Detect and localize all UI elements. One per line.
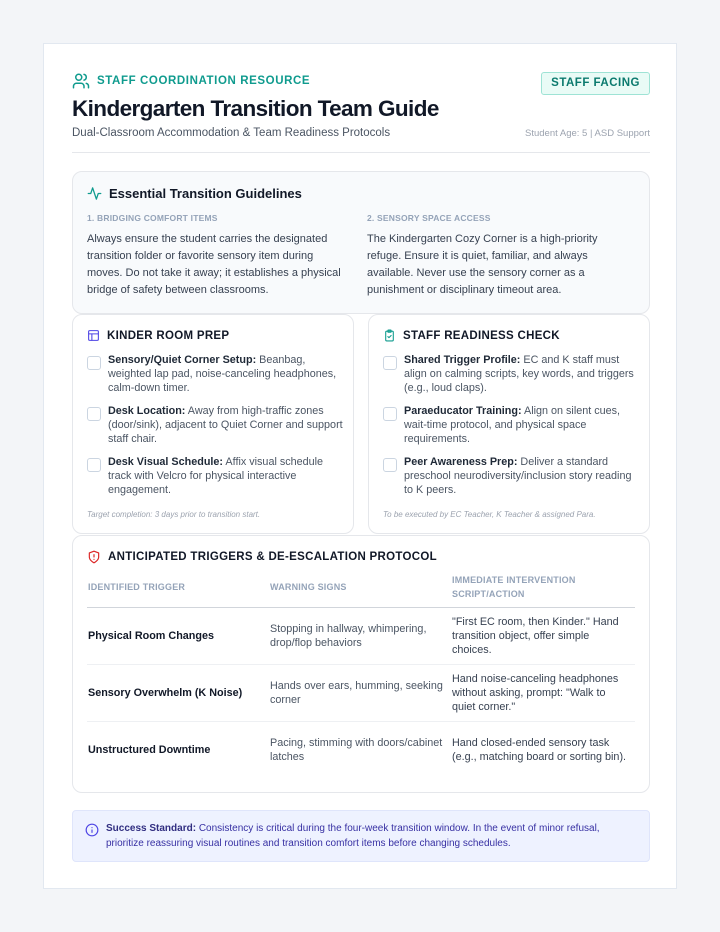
shield-alert-icon: [87, 550, 101, 564]
checklist-text: Desk Visual Schedule: Affix visual schedule track with Velcro for physical interactive engagement.: [108, 456, 324, 496]
checkbox[interactable]: [87, 407, 101, 421]
student-meta: Student Age: 5 | ASD Support: [525, 128, 650, 139]
page-subtitle: Dual-Classroom Accommodation & Team Readiness Protocols: [72, 127, 391, 139]
triggers-title: ANTICIPATED TRIGGERS & DE-ESCALATION PROTOCOL: [108, 551, 437, 563]
guidelines-heading: [87, 186, 302, 201]
guideline-item: [367, 213, 629, 299]
checkbox[interactable]: [87, 356, 101, 370]
table-row: [87, 721, 635, 778]
checklist-item: [87, 353, 343, 395]
prep-heading: [87, 329, 229, 342]
staff-readiness-card: [368, 314, 650, 534]
triggers-heading: [87, 550, 437, 564]
column-header: IDENTIFIED TRIGGER: [87, 570, 269, 607]
ready-title: STAFF READINESS CHECK: [403, 329, 560, 342]
users-icon: [72, 72, 90, 90]
trigger-cell: Unstructured Downtime: [88, 744, 211, 757]
checklist-item: [87, 455, 343, 497]
ready-footnote: To be executed by EC Teacher, K Teacher & assigned Para.: [383, 510, 596, 519]
ready-heading: [383, 329, 560, 342]
warning-cell: Stopping in hallway, whimpering, drop/flop behaviors: [269, 607, 451, 664]
layout-icon: [87, 329, 100, 342]
checklist-item: [87, 404, 343, 446]
triggers-table: [87, 570, 635, 778]
callout-label: Success Standard:: [106, 823, 197, 834]
column-header: IMMEDIATE INTERVENTION SCRIPT/ACTION: [451, 570, 635, 607]
guideline-text: Always ensure the student carries the designated transition folder or favorite sensory item during moves. Do not take it away; it establishes a physical bridge of safety between classrooms.: [87, 233, 341, 296]
checklist-text: Paraeducator Training: Align on silent cues, wait-time protocol, and physical space requirements.: [404, 405, 621, 445]
guideline-label: 2. SENSORY SPACE ACCESS: [367, 213, 491, 223]
callout-text: [106, 821, 640, 851]
kinder-room-prep-card: [72, 314, 354, 534]
activity-icon: [87, 186, 102, 201]
checklist-text: Peer Awareness Prep: Deliver a standard preschool neurodiversity/inclusion story reading to K peers.: [404, 456, 632, 496]
page-title: Kindergarten Transition Team Guide: [72, 96, 439, 121]
intervention-cell: Hand closed-ended sensory task (e.g., matching board or sorting bin).: [452, 737, 627, 764]
eyebrow-label: STAFF COORDINATION RESOURCE: [97, 75, 311, 87]
intervention-cell: "First EC room, then Kinder." Hand transition object, offer simple choices.: [451, 607, 635, 664]
guideline-label: 1. BRIDGING COMFORT ITEMS: [87, 213, 218, 223]
intervention-cell: Hand noise-canceling headphones without asking, prompt: "Walk to quiet corner.": [451, 664, 635, 721]
checklist-item: [383, 404, 639, 446]
guidelines-card: [72, 171, 650, 314]
guidelines-title: Essential Transition Guidelines: [109, 186, 302, 201]
checklist-item: [383, 353, 639, 395]
warning-cell: Hands over ears, humming, seeking corner: [269, 664, 451, 721]
trigger-cell: Physical Room Changes: [87, 607, 269, 664]
checklist-text: Desk Location: Away from high-traffic zones (door/sink), adjacent to Quiet Corner and support staff chair.: [108, 405, 343, 445]
guideline-item: [87, 213, 349, 299]
triggers-card: [72, 535, 650, 793]
header: [72, 72, 650, 141]
info-icon: [85, 823, 99, 837]
table-header-row: [87, 570, 635, 607]
success-callout: [72, 810, 650, 862]
clipboard-check-icon: [383, 329, 396, 342]
table-row: [87, 607, 635, 664]
prep-title: KINDER ROOM PREP: [107, 329, 230, 342]
warning-cell: Pacing, stimming with doors/cabinet latches: [270, 737, 443, 764]
checklist-item: [383, 455, 639, 497]
table-row: [87, 664, 635, 721]
checkbox[interactable]: [87, 458, 101, 472]
header-divider: [72, 152, 650, 153]
checkbox[interactable]: [383, 407, 397, 421]
prep-footnote: Target completion: 3 days prior to transition start.: [87, 510, 261, 519]
checklist-text: Shared Trigger Profile: EC and K staff must align on calming scripts, key words, and triggers (e.g., loud claps).: [404, 354, 634, 394]
trigger-cell: Sensory Overwhelm (K Noise): [87, 664, 269, 721]
document-page: [43, 43, 677, 889]
checkbox[interactable]: [383, 458, 397, 472]
ready-checklist: [383, 353, 639, 506]
column-header: WARNING SIGNS: [269, 570, 451, 607]
checklist-text: Sensory/Quiet Corner Setup: Beanbag, weighted lap pad, noise-canceling headphones, calm-down timer.: [108, 354, 337, 394]
callout-body: Consistency is critical during the four-week transition window. In the event of minor refusal, prioritize reassuring visual routines and transition comfort items before changing schedules.: [106, 823, 600, 849]
guideline-text: The Kindergarten Cozy Corner is a high-priority refuge. Ensure it is quiet, familiar, and always available. Never use the sensory corner as a punishment or disciplinary timeout area.: [367, 233, 598, 296]
prep-checklist: [87, 353, 343, 506]
audience-badge: STAFF FACING: [541, 72, 650, 95]
checkbox[interactable]: [383, 356, 397, 370]
